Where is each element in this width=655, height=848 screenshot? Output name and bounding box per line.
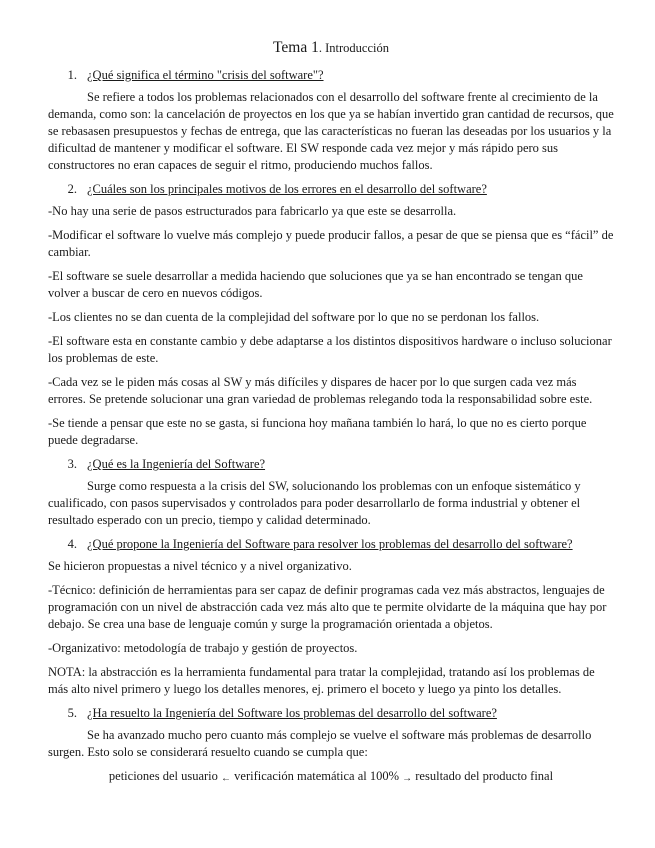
title-sub: . Introducción [318, 41, 389, 55]
document-title [48, 38, 614, 58]
question-3 [48, 456, 614, 472]
answer-4-item: -Organizativo: metodología de trabajo y gestión de proyectos. [48, 641, 358, 655]
question-text: ¿Cuáles son los principales motivos de los errores en el desarrollo del software? [87, 182, 487, 196]
answer-4-item: -Técnico: definición de herramientas para ser capaz de definir programas cada vez más abstractos, lenguajes de programación con un nivel de abstracción cada vez más alto que te permite olvidarte de la máquina que hay por debajo. Se crea una base de lenguaje común y surge la programación orientada a objetos. [48, 583, 607, 631]
answer-2-item: -Se tiende a pensar que este no se gasta, si funciona hoy mañana también lo hará, lo que no es cierto porque puede degradarse. [48, 416, 587, 447]
document-page [48, 38, 614, 787]
formula-final-result: resultado del producto final [415, 769, 554, 783]
answer-2-item: -Cada vez se le piden más cosas al SW y más difíciles y dispares de hacer por lo que surgen cada vez más errores. Se pretende solucionar una gran variedad de problemas relegando toda la responsabilidad sobre este. [48, 375, 593, 406]
question-text: ¿Ha resuelto la Ingeniería del Software los problemas del desarrollo del software? [87, 706, 497, 720]
answer-4-note: NOTA: la abstracción es la herramienta fundamental para tratar la complejidad, tratando así los problemas de más alto nivel primero y luego los detalles menores, ej. primero el boceto y luego ya pinto los detalles. [48, 665, 595, 696]
question-2 [48, 181, 614, 197]
left-arrow-icon: ← [221, 773, 232, 784]
question-number: 4. [67, 537, 77, 551]
question-number: 3. [67, 457, 77, 471]
formula-verification: verificación matemática al 100% [234, 769, 400, 783]
answer-2-item: -El software se suele desarrollar a medida haciendo que soluciones que ya se han encontrado se tengan que volver a buscar de cero en nuevos códigos. [48, 269, 583, 300]
question-text: ¿Qué propone la Ingeniería del Software para resolver los problemas del desarrollo del software? [87, 537, 573, 551]
question-number: 1. [67, 68, 77, 82]
answer-2-item: -No hay una serie de pasos estructurados para fabricarlo ya que este se desarrolla. [48, 204, 457, 218]
question-5 [48, 705, 614, 721]
question-text: ¿Qué significa el término "crisis del software"? [87, 68, 324, 82]
answer-4-item: Se hicieron propuestas a nivel técnico y a nivel organizativo. [48, 559, 352, 573]
answer-1: Se refiere a todos los problemas relacionados con el desarrollo del software frente al crecimiento de la demanda, como son: la cancelación de proyectos en los que ya se habían invertido gran cantidad de recursos, que se rebasasen presupuestos y fechas de entrega, que las características no fueran las deseadas por los usuarios y la dificultad de mantener y modificar el software. El SW responde cada vez mejor y más rápido pero sus constructores no eran capaces de seguir el ritmo, produciendo muchos fallos. [48, 90, 614, 172]
answer-5: Se ha avanzado mucho pero cuanto más complejo se vuelve el software más problemas de desarrollo surgen. Esto solo se considerará resuelto cuando se cumpla que: [48, 728, 592, 759]
question-text: ¿Qué es la Ingeniería del Software? [87, 457, 266, 471]
answer-2-item: -Modificar el software lo vuelve más complejo y puede producir fallos, a pesar de que se piensa que es “fácil” de cambiar. [48, 228, 614, 259]
resolution-formula [48, 768, 614, 787]
title-main: Tema 1 [273, 39, 319, 56]
formula-user-requests: peticiones del usuario [108, 769, 218, 783]
answer-2-item: -El software esta en constante cambio y debe adaptarse a los distintos dispositivos hardware o incluso solucionar los problemas de este. [48, 334, 612, 365]
answer-3: Surge como respuesta a la crisis del SW, solucionando los problemas con un enfoque sistemático y cualificado, con pasos supervisados y controlados para poder desarrollarlo de forma industrial y obtener el resultado esperado con un precio, tiempo y calidad determinado. [48, 479, 581, 527]
question-4 [48, 536, 614, 552]
question-1 [48, 67, 614, 83]
right-arrow-icon: → [402, 773, 413, 784]
question-number: 2. [67, 182, 77, 196]
question-number: 5. [67, 706, 77, 720]
answer-2-item: -Los clientes no se dan cuenta de la complejidad del software por lo que no se perdonan los fallos. [48, 310, 540, 324]
